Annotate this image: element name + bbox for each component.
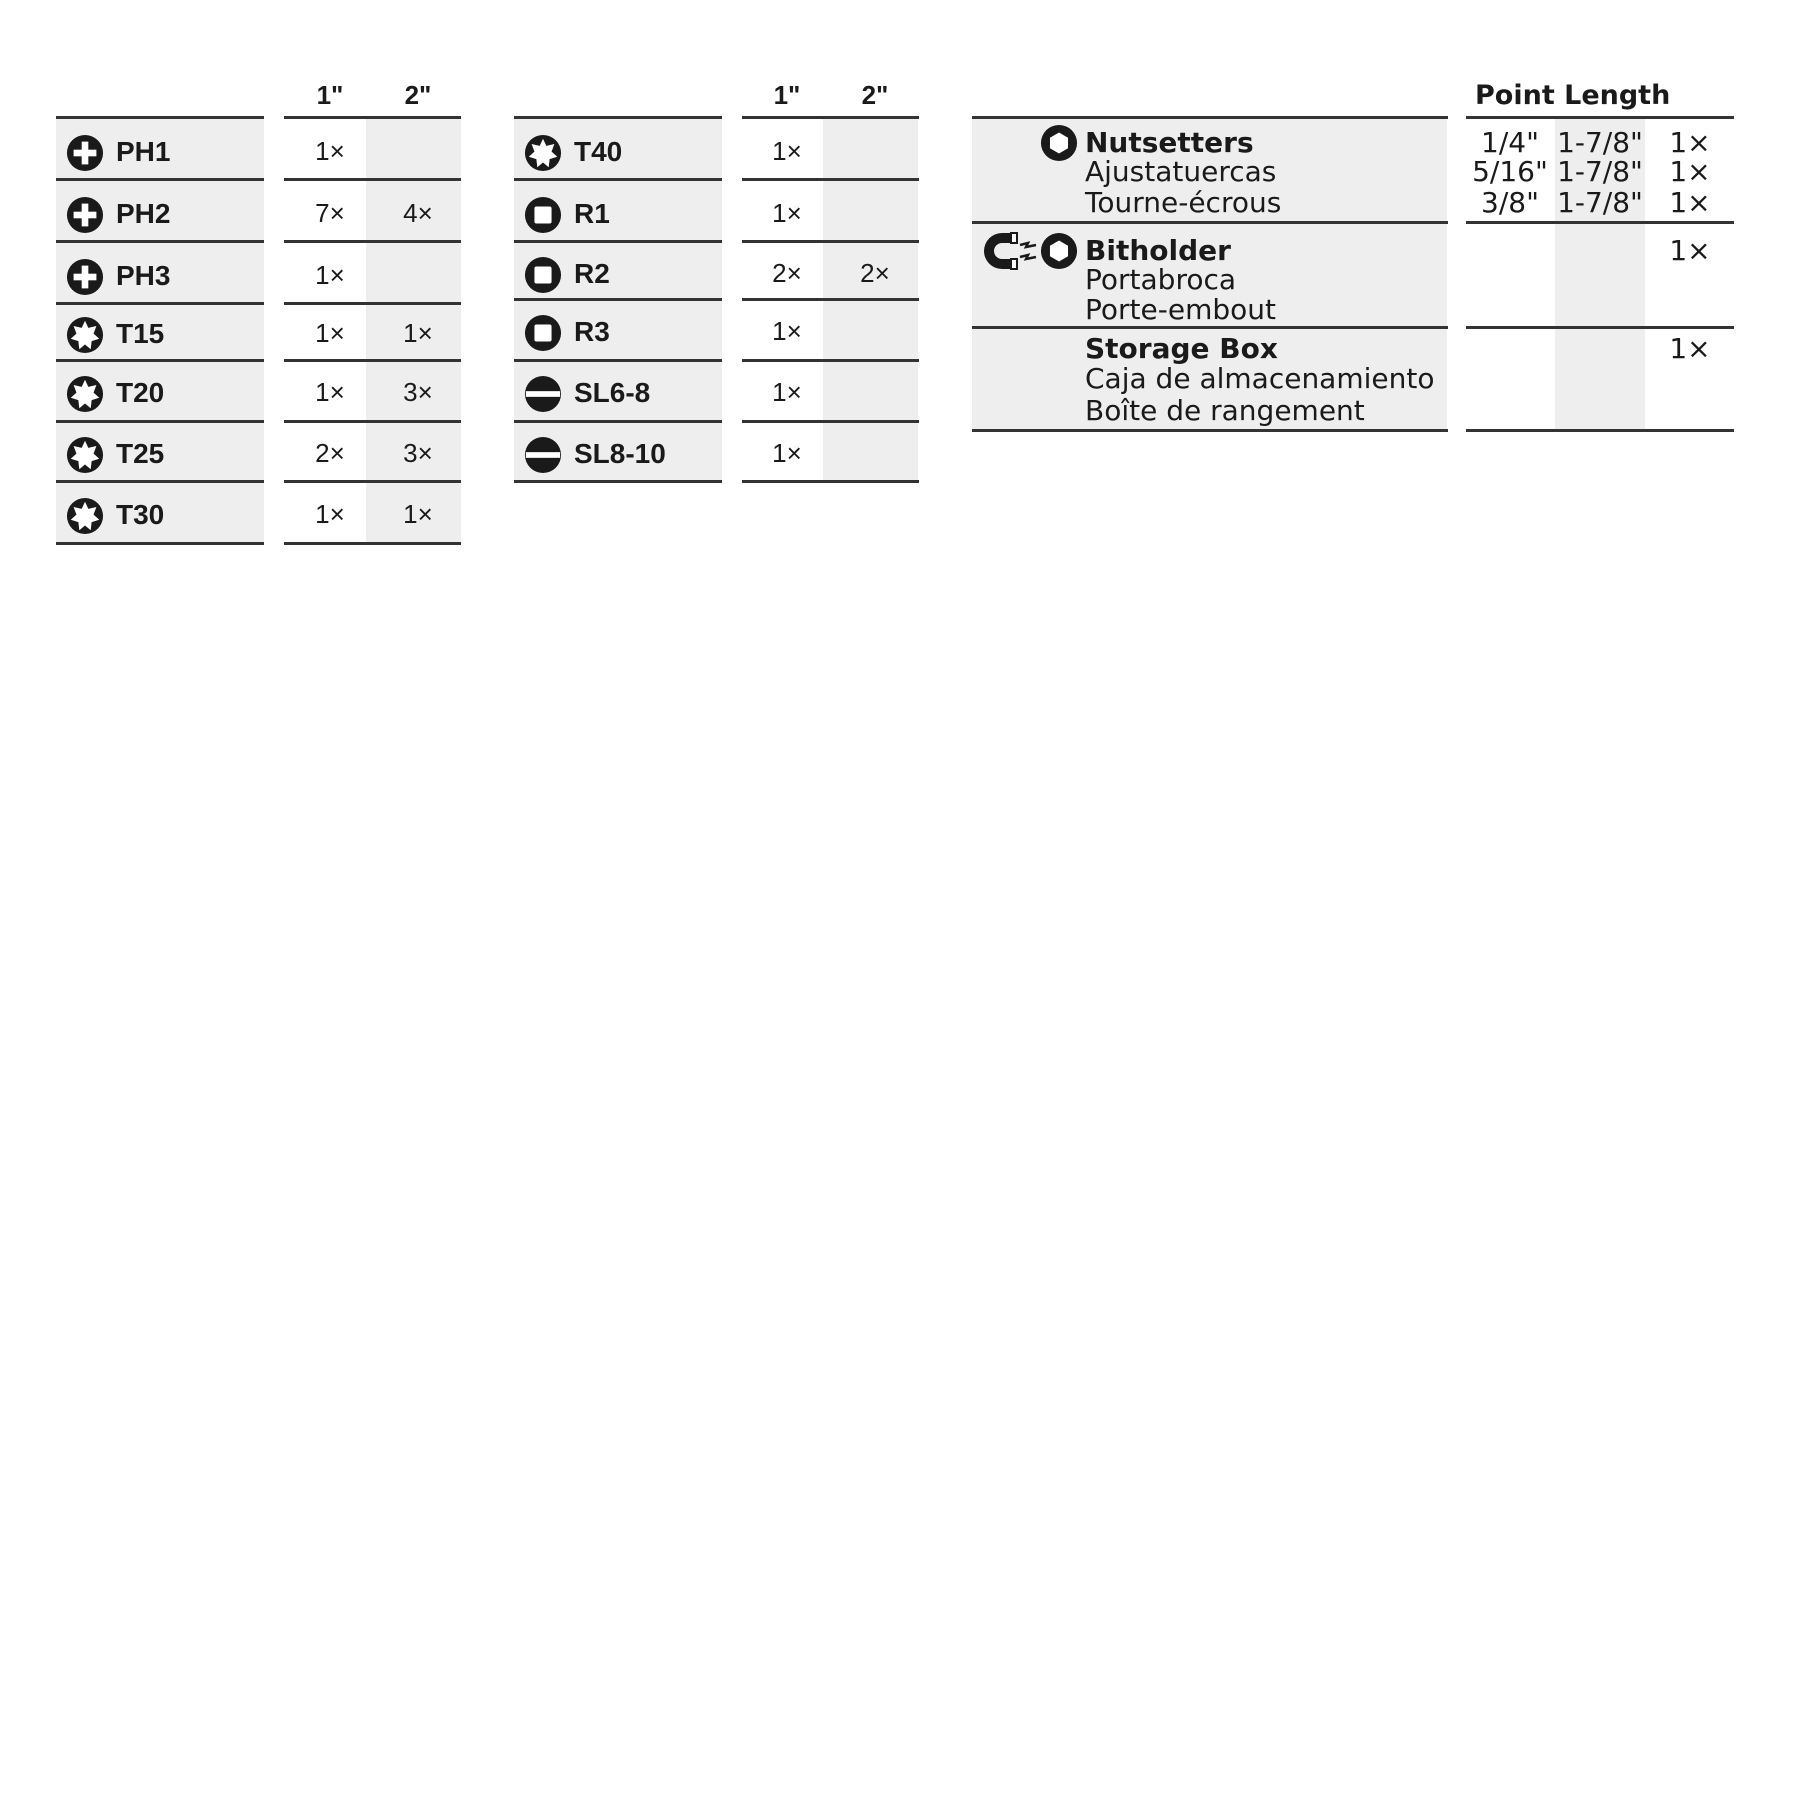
item-name-es: Portabroca: [1085, 263, 1237, 296]
item-name-fr: Tourne-écrous: [1085, 186, 1282, 219]
square-recess-icon: [524, 256, 562, 294]
bit-label: PH1: [116, 136, 171, 167]
quantity: 1×: [1669, 186, 1711, 219]
qty-1in: 1×: [315, 136, 345, 166]
qty-2in: 4×: [403, 198, 433, 228]
bit-label: T15: [116, 318, 165, 349]
torx-icon: [66, 375, 104, 413]
qty-1in: 2×: [772, 258, 802, 288]
torx-icon: [66, 316, 104, 354]
hex-socket-icon: [1040, 232, 1078, 270]
column-header-2in: 2": [861, 80, 889, 110]
torx-icon: [524, 134, 562, 172]
bit-label: T20: [116, 377, 165, 408]
phillips-icon: [66, 258, 104, 296]
column-header-2in: 2": [404, 80, 432, 110]
qty-1in: 1×: [772, 136, 802, 166]
magnet-icon: [980, 230, 1042, 272]
bit-label: R2: [574, 258, 610, 289]
slotted-icon: [524, 375, 562, 413]
point-size: 3/8": [1481, 186, 1539, 219]
bit-label: PH2: [116, 198, 171, 229]
qty-1in: 1×: [772, 438, 802, 468]
length-value: 1-7/8": [1557, 155, 1643, 188]
length-value: 1-7/8": [1557, 126, 1643, 159]
bit-label: SL6-8: [574, 377, 651, 408]
qty-1in: 2×: [315, 438, 345, 468]
qty-1in: 1×: [315, 260, 345, 290]
square-recess-icon: [524, 196, 562, 234]
bit-label: T25: [116, 438, 165, 469]
quantity: 1×: [1669, 126, 1711, 159]
bit-label: T40: [574, 136, 623, 167]
bit-label: PH3: [116, 260, 171, 291]
qty-2in: 2×: [860, 258, 890, 288]
qty-1in: 1×: [315, 318, 345, 348]
qty-1in: 1×: [772, 377, 802, 407]
item-name-en: Storage Box: [1085, 332, 1278, 365]
item-name-es: Ajustatuercas: [1085, 155, 1277, 188]
point-size: 1/4": [1481, 126, 1539, 159]
qty-2in: 3×: [403, 438, 433, 468]
slotted-icon: [524, 436, 562, 474]
column-header-1in: 1": [316, 80, 344, 110]
hex-socket-icon: [1040, 124, 1078, 162]
qty-2in: 1×: [403, 318, 433, 348]
qty-1in: 7×: [315, 198, 345, 228]
item-name-fr: Boîte de rangement: [1085, 394, 1365, 427]
phillips-icon: [66, 196, 104, 234]
item-name-en: Nutsetters: [1085, 126, 1254, 159]
column-header-point-length: Point Length: [1475, 80, 1671, 111]
length-value: 1-7/8": [1557, 186, 1643, 219]
qty-2in: 1×: [403, 499, 433, 529]
bit-label: T30: [116, 499, 165, 530]
qty-1in: 1×: [315, 377, 345, 407]
qty-1in: 1×: [772, 198, 802, 228]
column-header-1in: 1": [773, 80, 801, 110]
bit-label: SL8-10: [574, 438, 666, 469]
qty-1in: 1×: [315, 499, 345, 529]
square-recess-icon: [524, 314, 562, 352]
qty-1in: 1×: [772, 316, 802, 346]
torx-icon: [66, 436, 104, 474]
point-size: 5/16": [1472, 155, 1548, 188]
quantity: 1×: [1669, 332, 1711, 365]
item-name-es: Caja de almacenamiento: [1085, 362, 1435, 395]
item-name-en: Bitholder: [1085, 234, 1231, 267]
quantity: 1×: [1669, 234, 1711, 267]
phillips-icon: [66, 134, 104, 172]
item-name-fr: Porte-embout: [1085, 293, 1276, 326]
quantity: 1×: [1669, 155, 1711, 188]
bit-label: R1: [574, 198, 610, 229]
bit-label: R3: [574, 316, 610, 347]
torx-icon: [66, 497, 104, 535]
qty-2in: 3×: [403, 377, 433, 407]
